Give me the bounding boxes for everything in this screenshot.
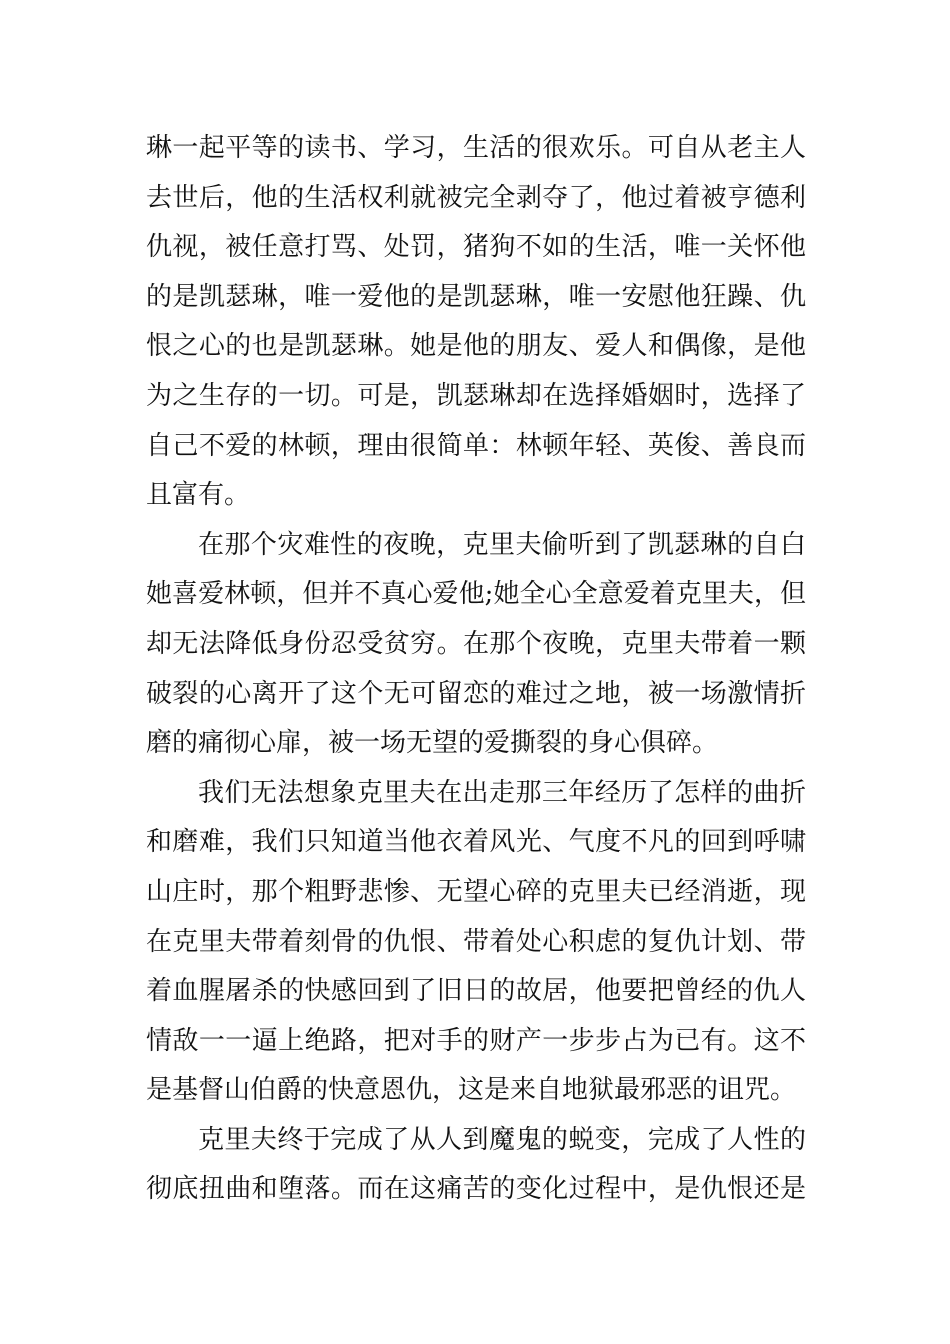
- text-line: 为之生存的一切。可是，凯瑟琳却在选择婚姻时，选择了: [146, 380, 806, 411]
- text-line: 山庄时，那个粗野悲惨、无望心碎的克里夫已经消逝，现: [146, 876, 806, 907]
- text-line: 的是凯瑟琳，唯一爱他的是凯瑟琳，唯一安慰他狂躁、仇: [146, 281, 806, 312]
- text-line: 我们无法想象克里夫在出走那三年经历了怎样的曲折: [198, 777, 806, 808]
- text-line: 在那个灾难性的夜晚，克里夫偷听到了凯瑟琳的自白: [198, 529, 806, 560]
- text-line: 自己不爱的林顿，理由很简单：林顿年轻、英俊、善良而: [146, 430, 806, 461]
- text-line: 破裂的心离开了这个无可留恋的难过之地，被一场激情折: [146, 678, 806, 709]
- text-line: 且富有。: [146, 480, 251, 511]
- text-line: 她喜爱林顿，但并不真心爱他;她全心全意爱着克里夫，但: [146, 579, 806, 610]
- text-line: 是基督山伯爵的快意恩仇，这是来自地狱最邪恶的诅咒。: [146, 1075, 797, 1106]
- text-line: 磨的痛彻心扉，被一场无望的爱撕裂的身心俱碎。: [146, 728, 719, 759]
- text-line: 克里夫终于完成了从人到魔鬼的蜕变，完成了人性的: [198, 1124, 806, 1155]
- text-line: 着血腥屠杀的快感回到了旧日的故居，他要把曾经的仇人: [146, 976, 806, 1007]
- text-line: 恨之心的也是凯瑟琳。她是他的朋友、爱人和偶像，是他: [146, 331, 806, 362]
- text-line: 却无法降低身份忍受贫穷。在那个夜晚，克里夫带着一颗: [146, 628, 806, 659]
- text-line: 在克里夫带着刻骨的仇恨、带着处心积虑的复仇计划、带: [146, 926, 806, 957]
- text-line: 彻底扭曲和堕落。而在这痛苦的变化过程中，是仇恨还是: [146, 1174, 806, 1205]
- text-line: 去世后，他的生活权利就被完全剥夺了，他过着被亨德利: [146, 182, 806, 213]
- text-line: 琳一起平等的读书、学习，生活的很欢乐。可自从老主人: [146, 133, 806, 163]
- text-line: 情敌一一逼上绝路，把对手的财产一步步占为已有。这不: [146, 1025, 806, 1056]
- text-line: 和磨难，我们只知道当他衣着风光、气度不凡的回到呼啸: [146, 827, 806, 858]
- text-line: 仇视，被任意打骂、处罚，猪狗不如的生活，唯一关怀他: [146, 232, 806, 263]
- body-text: [146, 124, 806, 1215]
